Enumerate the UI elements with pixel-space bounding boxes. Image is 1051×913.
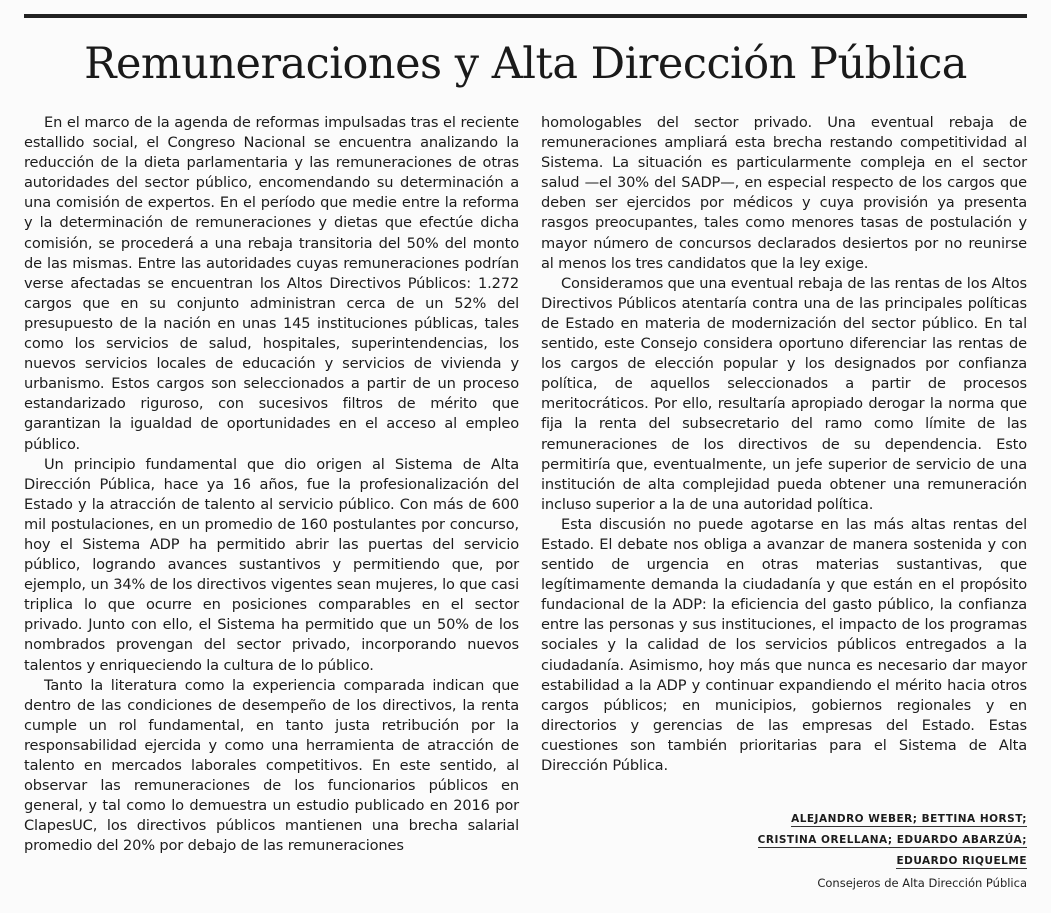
paragraph-4: Consideramos que una eventual rebaja de las rentas de los Altos Directivos Públicos atentaría contra una de las principales políticas de Estado en materia de modernización del sector público. En tal sentido, este Consejo considera oportuno diferenciar las rentas de los cargos de elección popular y los designados por confianza política, de aquellos seleccionados a partir de procesos meritocráticos. Por ello, resultaría apropiado derogar la norma que fija la renta del subsecretario del ramo como límite de las remuneraciones de los directivos de su dependencia. Esto permitiría que, eventualmente, un jefe superior de servicio de una institución de alta complejidad pueda obtener una remuneración incluso superior a la de una autoridad política. [541, 274, 1027, 513]
right-column [541, 113, 1027, 776]
paragraph-2: Un principio fundamental que dio origen al Sistema de Alta Dirección Pública, hace ya 16 años, fue la profesionalización del Estado y la atracción de talento al servicio público. Con más de 600 mil postulaciones, en un promedio de 160 postulantes por concurso, hoy el Sistema ADP ha permitido abrir las puertas del servicio público, logrando avances sustantivos y permitiendo que, por ejemplo, un 34% de los directivos vigentes sean mujeres, lo que casi triplica lo que ocurre en posiciones comparables en el sector privado. Junto con ello, el Sistema ha permitido que un 50% de los nombrados provengan del sector privado, incorporando nuevos talentos y enriqueciendo la cultura de lo público. [24, 455, 519, 674]
signature-line-2 [527, 831, 1027, 850]
paragraph-1: En el marco de la agenda de reformas impulsadas tras el reciente estallido social, el Congreso Nacional se encuentra analizando la reducción de la dieta parlamentaria y las remuneraciones de otras autoridades del sector público, encomendando su determinación a una comisión de expertos. En el período que medie entre la reforma y la determinación de remuneraciones y dietas que efectúe dicha comisión, se procederá a una rebaja transitoria del 50% del monto de las mismas. Entre las autoridades cuyas remuneraciones podrían verse afectadas se encuentran los Altos Directivos Públicos: 1.272 cargos que en su conjunto administran cerca de un 52% del presupuesto de la nación en unas 145 instituciones públicas, tales como los servicios de salud, hospitales, superintendencias, los nuevos servicios locales de educación y servicios de vivienda y urbanismo. Estos cargos son seleccionados a partir de un proceso estandarizado riguroso, con sucesivos filtros de mérito que garantizan la igualdad de oportunidades en el acceso al empleo público. [24, 114, 519, 453]
signature-names-2: CRISTINA ORELLANA; EDUARDO ABARZÚA; [757, 834, 1027, 846]
signature-line-3 [527, 852, 1027, 871]
signature-role: Consejeros de Alta Dirección Pública [817, 876, 1027, 890]
signature-names-1: ALEJANDRO WEBER; BETTINA HORST; [791, 813, 1027, 825]
paragraph-3-continued: homologables del sector privado. Una eventual rebaja de remuneraciones ampliará esta brecha restando competitividad al Sistema. La situación es particularmente compleja en el sector salud —el 30% del SADP—, en especial respecto de los cargos que deben ser ejercidos por médicos y cuya provisión ya presenta rasgos preocupantes, tales como menores tasas de postulación y mayor número de concursos declarados desiertos por no reunirse al menos los tres candidatos que la ley exige. [541, 114, 1027, 272]
left-column [24, 113, 519, 856]
top-rule [24, 14, 1027, 18]
signature-names-3: EDUARDO RIQUELME [896, 855, 1027, 867]
article-title: Remuneraciones y Alta Dirección Pública [84, 39, 967, 89]
signature-line-1 [527, 810, 1027, 829]
paragraph-5: Esta discusión no puede agotarse en las más altas rentas del Estado. El debate nos obliga a avanzar de manera sostenida y con sentido de urgencia en otras materias sustantivas, que legítimamente demanda la ciudadanía y que están en el propósito fundacional de la ADP: la eficiencia del gasto público, la confianza entre las personas y sus instituciones, el impacto de los programas sociales y la calidad de los servicios públicos entregados a la ciudadanía. Asimismo, hoy más que nunca es necesario dar mayor estabilidad a la ADP y continuar expandiendo el mérito hacia otros cargos públicos; en municipios, gobiernos regionales y en directorios y gerencias de las empresas del Estado. Estas cuestiones son también prioritarias para el Sistema de Alta Dirección Pública. [541, 515, 1027, 774]
paragraph-3: Tanto la literatura como la experiencia comparada indican que dentro de las condiciones de desempeño de los directivos, la renta cumple un rol fundamental, en tanto justa retribución por la responsabilidad ejercida y como una herramienta de atracción de talento en mercados laborales competitivos. En este sentido, al observar las remuneraciones de los funcionarios públicos en general, y tal como lo demuestra un estudio publicado en 2016 por ClapesUC, los directivos públicos mantienen una brecha salarial promedio del 20% por debajo de las remuneraciones [24, 676, 519, 855]
